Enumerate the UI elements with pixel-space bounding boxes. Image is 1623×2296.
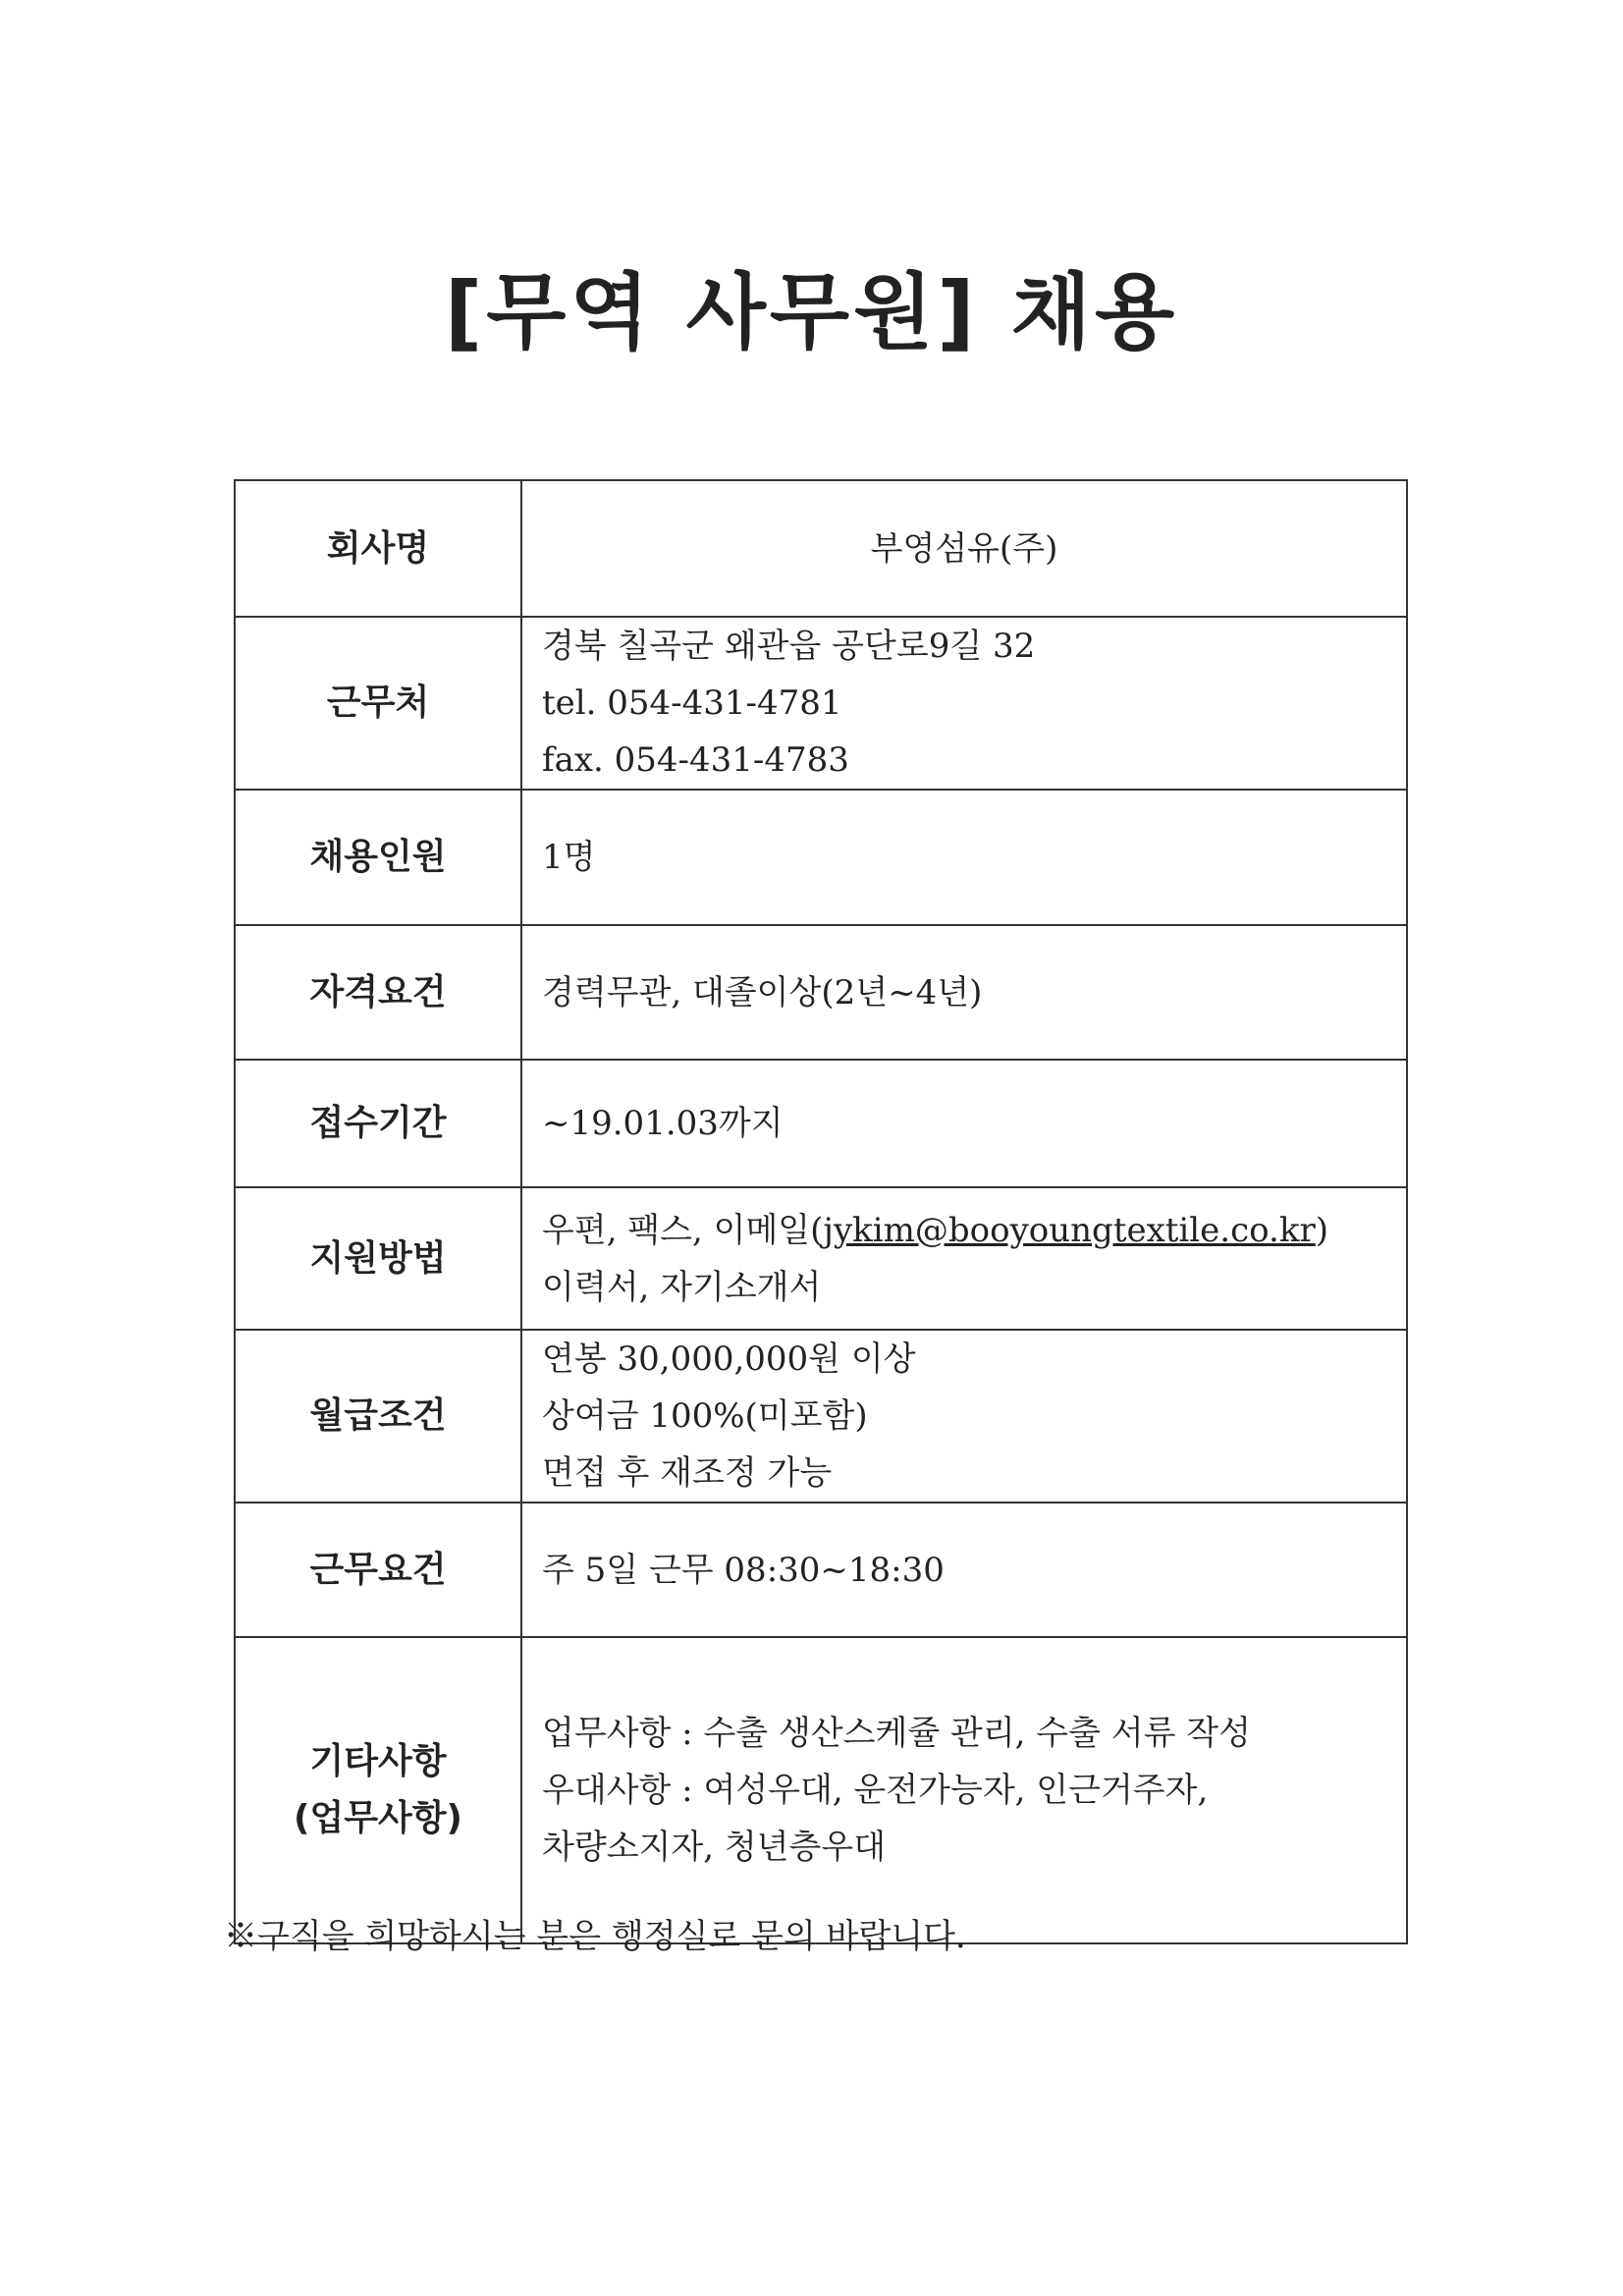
label-workplace: 근무처 [235,617,521,790]
value-company-name [521,480,1407,617]
label-application-method: 지원방법 [235,1187,521,1330]
workplace-fax: fax. 054-431-4783 [542,740,849,780]
label-application-period: 접수기간 [235,1060,521,1187]
salary-bonus: 상여금 100%(미포함) [542,1396,868,1436]
row-qualifications [235,925,1407,1060]
label-headcount: 채용인원 [235,790,521,925]
row-application-method [235,1187,1407,1330]
value-other-notes [521,1637,1407,1943]
label-other-notes [235,1637,521,1943]
salary-note: 면접 후 재조정 가능 [542,1453,833,1493]
working-conditions-text: 주 5일 근무 08:30~18:30 [542,1550,945,1590]
row-application-period [235,1060,1407,1187]
row-workplace [235,617,1407,790]
label-other-notes-line2: (업무사항) [293,1798,462,1838]
headcount-text: 1명 [542,838,596,877]
preferences-text-cont: 차량소지자, 청년층우대 [542,1828,887,1867]
workplace-tel: tel. 054-431-4781 [542,683,842,723]
workplace-address: 경북 칠곡군 왜관읍 공단로9길 32 [542,627,1036,666]
label-other-notes-line1: 기타사항 [309,1741,447,1781]
label-salary: 월급조건 [235,1330,521,1503]
email-link[interactable]: jykim@booyoungtextile.co.kr [823,1210,1316,1250]
value-working-conditions [521,1503,1407,1637]
footnote: ※구직을 희망하시는 분은 행정실로 문의 바랍니다. [224,1917,966,1956]
job-posting-table [234,479,1408,1944]
application-documents: 이력서, 자기소개서 [542,1267,822,1307]
value-application-method [521,1187,1407,1330]
preferences-text: 우대사항 : 여성우대, 운전가능자, 인근거주자, [542,1771,1209,1810]
method-prefix: 우편, 팩스, 이메일( [542,1210,824,1250]
label-qualifications: 자격요건 [235,925,521,1060]
qualifications-text: 경력무관, 대졸이상(2년~4년) [542,972,983,1012]
row-working-conditions [235,1503,1407,1637]
salary-annual: 연봉 30,000,000원 이상 [542,1339,916,1379]
row-company-name [235,480,1407,617]
application-method-line [542,1202,1406,1259]
row-other-notes [235,1637,1407,1943]
label-company-name: 회사명 [235,480,521,617]
value-qualifications [521,925,1407,1060]
row-headcount [235,790,1407,925]
company-name-text: 부영섬유(주) [870,528,1058,569]
value-salary [521,1330,1407,1503]
value-application-period [521,1060,1407,1187]
document-title: [무역 사무원] 채용 [444,264,1179,360]
duties-text: 업무사항 : 수출 생산스케쥴 관리, 수출 서류 작성 [542,1714,1251,1753]
method-suffix: ) [1315,1210,1328,1250]
value-workplace [521,617,1407,790]
application-period-text: ~19.01.03까지 [542,1104,784,1143]
row-salary [235,1330,1407,1503]
value-headcount [521,790,1407,925]
label-working-conditions: 근무요건 [235,1503,521,1637]
